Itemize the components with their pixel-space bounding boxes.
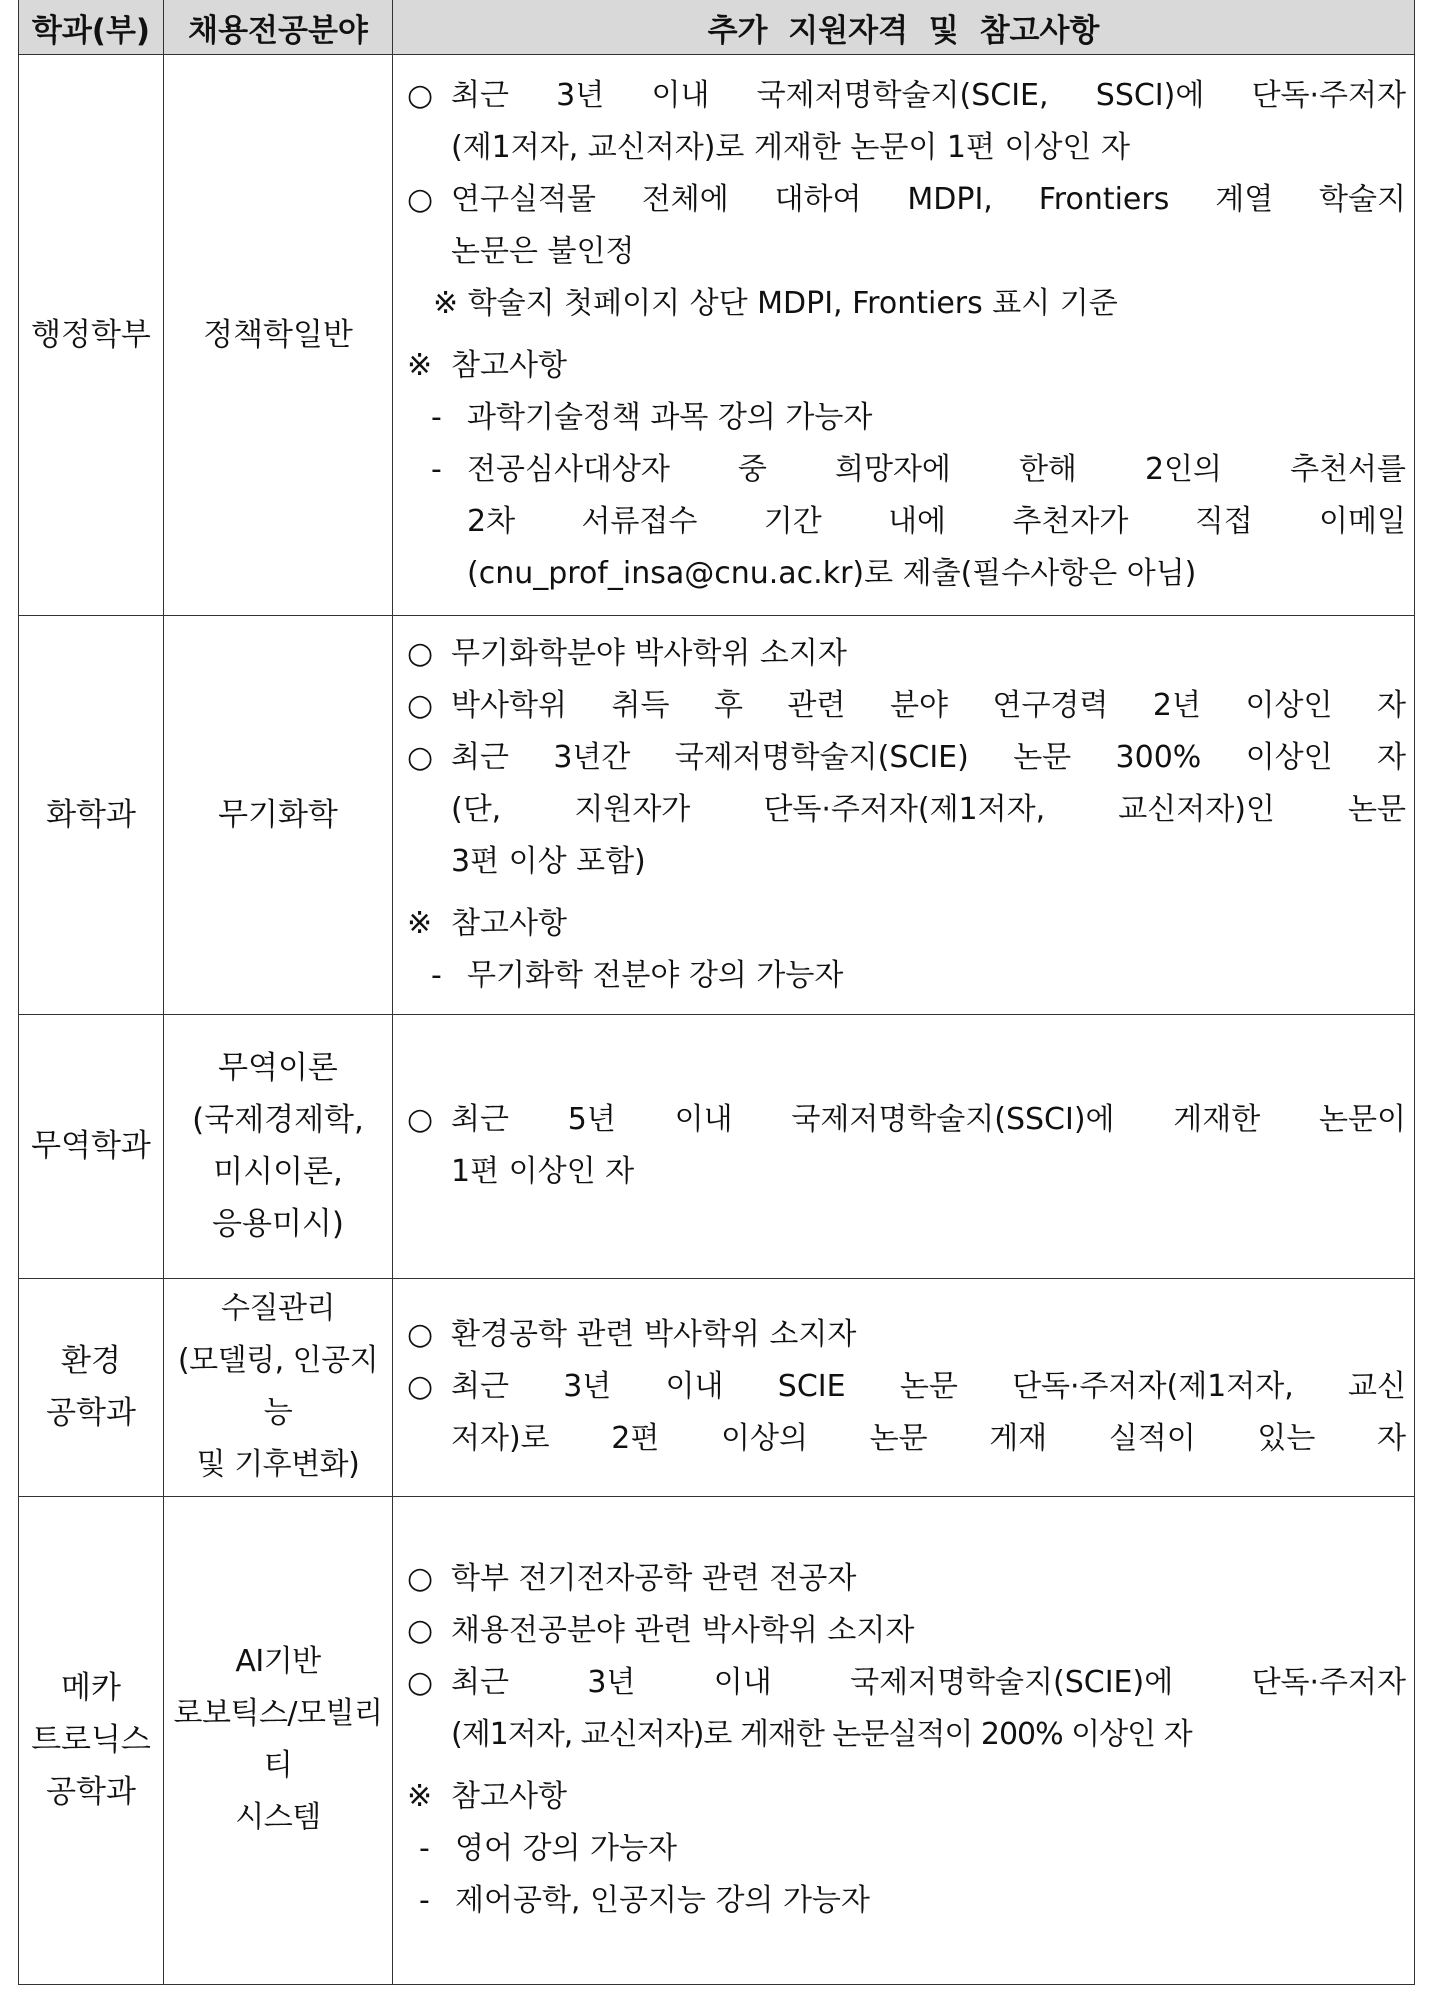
note-line: 과학기술정책 과목 강의 가능자 bbox=[467, 400, 873, 436]
item-line: 최근 5년 이내 국제저명학술지(SSCI)에 게재한 논문이 bbox=[451, 1102, 1406, 1138]
department-name: 공학과 bbox=[46, 1774, 136, 1811]
item-line: 박사학위 취득 후 관련 분야 연구경력 2년 이상인 자 bbox=[451, 687, 1406, 723]
bullet-circle-icon: ○ bbox=[407, 1102, 434, 1138]
item-line: 최근 3년 이내 SCIE 논문 단독·주저자(제1저자, 교신 bbox=[451, 1369, 1406, 1405]
note-heading bbox=[407, 340, 1406, 392]
field-name: 응용미시) bbox=[212, 1206, 344, 1243]
note-mark-icon: ※ bbox=[433, 286, 459, 322]
note-line: (cnu_prof_insa@cnu.ac.kr)로 제출(필수사항은 아님) bbox=[467, 556, 1197, 592]
table-row bbox=[19, 1014, 1415, 1278]
bullet-circle-icon: ○ bbox=[407, 78, 434, 114]
list-item bbox=[407, 1361, 1406, 1465]
department-cell bbox=[19, 55, 164, 616]
dash-icon: - bbox=[431, 400, 442, 436]
list-item bbox=[407, 628, 1406, 680]
header-department: 학과(부) bbox=[19, 0, 164, 55]
department-name: 행정학부 bbox=[31, 317, 151, 354]
sub-note-text: 학술지 첫페이지 상단 MDPI, Frontiers 표시 기준 bbox=[467, 286, 1118, 322]
item-line: (제1저자, 교신저자)로 게재한 논문실적이 200% 이상인 자 bbox=[451, 1717, 1192, 1753]
field-cell bbox=[164, 55, 393, 616]
bullet-circle-icon: ○ bbox=[407, 1317, 434, 1353]
dash-icon: - bbox=[431, 957, 442, 993]
qualification-cell bbox=[393, 55, 1415, 616]
field-name: (국제경제학, bbox=[192, 1102, 364, 1139]
qualification-cell bbox=[393, 1279, 1415, 1497]
item-line: 연구실적물 전체에 대하여 MDPI, Frontiers 계열 학술지 bbox=[451, 182, 1406, 218]
field-name: 수질관리 bbox=[221, 1291, 335, 1327]
department-name: 트로닉스 bbox=[31, 1722, 151, 1759]
item-line: 최근 3년 이내 국제저명학술지(SCIE)에 단독·주저자 bbox=[451, 1665, 1406, 1701]
qualification-cell bbox=[393, 1014, 1415, 1278]
header-qualifications: 추가 지원자격 및 참고사항 bbox=[393, 0, 1415, 55]
qualification-cell bbox=[393, 1496, 1415, 1984]
department-cell bbox=[19, 616, 164, 1015]
bullet-circle-icon: ○ bbox=[407, 687, 434, 723]
department-name: 공학과 bbox=[46, 1395, 136, 1432]
note-item bbox=[407, 392, 1406, 444]
department-name: 무역학과 bbox=[31, 1128, 151, 1165]
item-line: 최근 3년간 국제저명학술지(SCIE) 논문 300% 이상인 자 bbox=[451, 739, 1406, 775]
field-cell bbox=[164, 1496, 393, 1984]
note-heading-text: 참고사항 bbox=[451, 348, 567, 384]
item-line: 무기화학분야 박사학위 소지자 bbox=[451, 635, 847, 671]
note-heading bbox=[407, 1771, 1406, 1823]
list-item bbox=[407, 1605, 1406, 1657]
field-name: 로보틱스/모빌리티 bbox=[173, 1696, 383, 1784]
list-item bbox=[407, 1553, 1406, 1605]
item-line: (단, 지원자가 단독·주저자(제1저자, 교신저자)인 논문 bbox=[451, 791, 1406, 827]
bullet-circle-icon: ○ bbox=[407, 1561, 434, 1597]
field-name: (모델링, 인공지능 bbox=[177, 1343, 379, 1431]
field-name: 무기화학 bbox=[218, 796, 338, 833]
note-heading-text: 참고사항 bbox=[451, 1779, 567, 1815]
note-item bbox=[407, 444, 1406, 600]
field-name: 무역이론 bbox=[218, 1050, 338, 1087]
dash-icon: - bbox=[419, 1831, 430, 1867]
list-item bbox=[407, 680, 1406, 732]
list-item bbox=[407, 1657, 1406, 1761]
department-name: 환경 bbox=[61, 1343, 121, 1380]
qualification-cell bbox=[393, 616, 1415, 1015]
bullet-circle-icon: ○ bbox=[407, 635, 434, 671]
item-line: 환경공학 관련 박사학위 소지자 bbox=[451, 1317, 857, 1353]
note-line: 2차 서류접수 기간 내에 추천자가 직접 이메일 bbox=[467, 504, 1406, 540]
field-name: 미시이론, bbox=[213, 1154, 343, 1191]
item-line: 채용전공분야 관련 박사학위 소지자 bbox=[451, 1613, 915, 1649]
note-mark-icon: ※ bbox=[407, 905, 433, 941]
department-name: 화학과 bbox=[46, 796, 136, 833]
list-item bbox=[407, 174, 1406, 278]
bullet-circle-icon: ○ bbox=[407, 182, 434, 218]
department-cell bbox=[19, 1014, 164, 1278]
note-heading-text: 참고사항 bbox=[451, 905, 567, 941]
recruitment-table bbox=[18, 0, 1415, 1985]
note-item bbox=[407, 1875, 1406, 1927]
list-item bbox=[407, 70, 1406, 174]
dash-icon: - bbox=[419, 1883, 430, 1919]
item-line: 1편 이상인 자 bbox=[451, 1154, 635, 1190]
header-field: 채용전공분야 bbox=[164, 0, 393, 55]
note-line: 전공심사대상자 중 희망자에 한해 2인의 추천서를 bbox=[467, 452, 1406, 488]
list-item bbox=[407, 1309, 1406, 1361]
item-line: 3편 이상 포함) bbox=[451, 843, 646, 879]
item-line: 학부 전기전자공학 관련 전공자 bbox=[451, 1561, 857, 1597]
sub-note bbox=[407, 278, 1406, 330]
table-row bbox=[19, 1279, 1415, 1497]
list-item bbox=[407, 1094, 1406, 1198]
bullet-circle-icon: ○ bbox=[407, 1613, 434, 1649]
note-item bbox=[407, 1823, 1406, 1875]
table-row bbox=[19, 1496, 1415, 1984]
field-name: AI기반 bbox=[235, 1644, 321, 1680]
note-line: 무기화학 전분야 강의 가능자 bbox=[467, 957, 844, 993]
list-item bbox=[407, 732, 1406, 888]
department-name: 메카 bbox=[61, 1670, 121, 1707]
bullet-circle-icon: ○ bbox=[407, 739, 434, 775]
header-row bbox=[19, 0, 1415, 55]
item-line: (제1저자, 교신저자)로 게재한 논문이 1편 이상인 자 bbox=[451, 130, 1130, 166]
note-mark-icon: ※ bbox=[407, 1779, 433, 1815]
field-name: 시스템 bbox=[235, 1800, 321, 1836]
item-line: 최근 3년 이내 국제저명학술지(SCIE, SSCI)에 단독·주저자 bbox=[451, 78, 1406, 114]
note-mark-icon: ※ bbox=[407, 348, 433, 384]
note-item bbox=[407, 950, 1406, 1002]
dash-icon: - bbox=[431, 452, 442, 488]
field-cell bbox=[164, 616, 393, 1015]
bullet-circle-icon: ○ bbox=[407, 1369, 434, 1405]
table-row bbox=[19, 616, 1415, 1015]
field-name: 정책학일반 bbox=[203, 317, 353, 354]
field-cell bbox=[164, 1014, 393, 1278]
bullet-circle-icon: ○ bbox=[407, 1665, 434, 1701]
table-row bbox=[19, 55, 1415, 616]
note-heading bbox=[407, 898, 1406, 950]
item-line: 저자)로 2편 이상의 논문 게재 실적이 있는 자 bbox=[451, 1421, 1406, 1457]
department-cell bbox=[19, 1279, 164, 1497]
field-name: 및 기후변화) bbox=[196, 1447, 360, 1483]
department-cell bbox=[19, 1496, 164, 1984]
item-line: 논문은 불인정 bbox=[451, 234, 635, 270]
note-line: 제어공학, 인공지능 강의 가능자 bbox=[455, 1883, 870, 1919]
note-line: 영어 강의 가능자 bbox=[455, 1831, 677, 1867]
field-cell bbox=[164, 1279, 393, 1497]
